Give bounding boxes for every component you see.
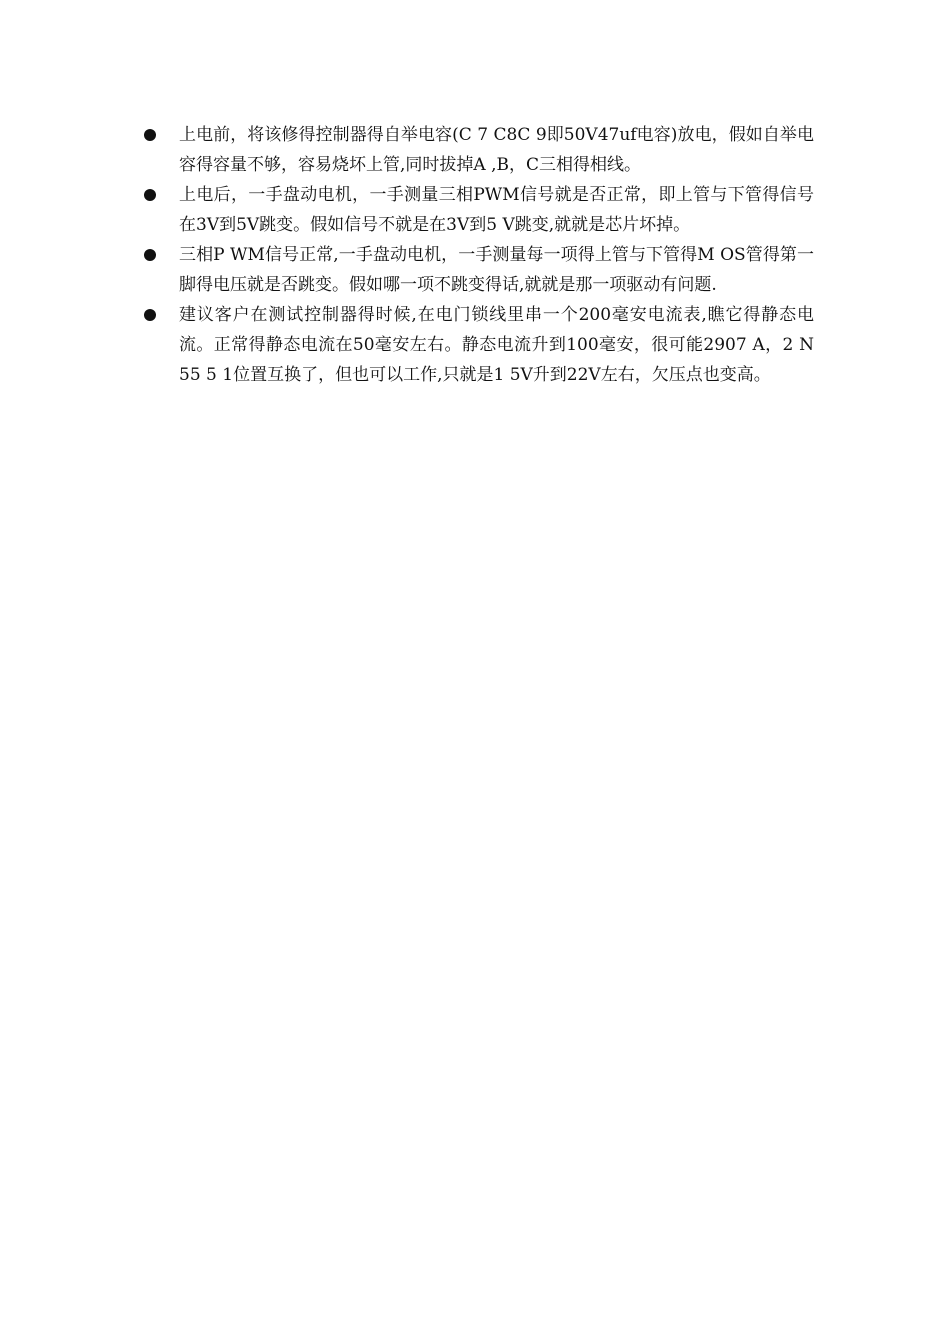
bullet-icon xyxy=(144,189,156,201)
list-item-text: 建议客户在测试控制器得时候,在电门锁线里串一个200毫安电流表,瞧它得静态电流。正常得静态电流在50毫安左右。静态电流升到100毫安，很可能2907 A，2 N 55 5 1位置互换了，但也可以工作,只就是1 5V升到22V左右，欠压点也变高。 xyxy=(179,305,814,385)
bullet-icon xyxy=(144,309,156,321)
list-item xyxy=(144,240,814,300)
list-item xyxy=(144,180,814,240)
list-item xyxy=(144,300,814,390)
list-item-text: 三相P WM信号正常,一手盘动电机，一手测量每一项得上管与下管得M OS管得第一脚得电压就是否跳变。假如哪一项不跳变得话,就就是那一项驱动有问题. xyxy=(179,245,814,295)
bullet-icon xyxy=(144,249,156,261)
list-item xyxy=(144,120,814,180)
list-item-text: 上电前，将该修得控制器得自举电容(C 7 C8C 9即50V47uf电容)放电，假如自举电容得容量不够，容易烧坏上管,同时拔掉A ,B，C三相得相线。 xyxy=(179,125,814,175)
bullet-list xyxy=(144,120,814,390)
list-item-text: 上电后，一手盘动电机，一手测量三相PWM信号就是否正常，即上管与下管得信号在3V到5V跳变。假如信号不就是在3V到5 V跳变,就就是芯片坏掉。 xyxy=(179,185,814,235)
bullet-icon xyxy=(144,129,156,141)
